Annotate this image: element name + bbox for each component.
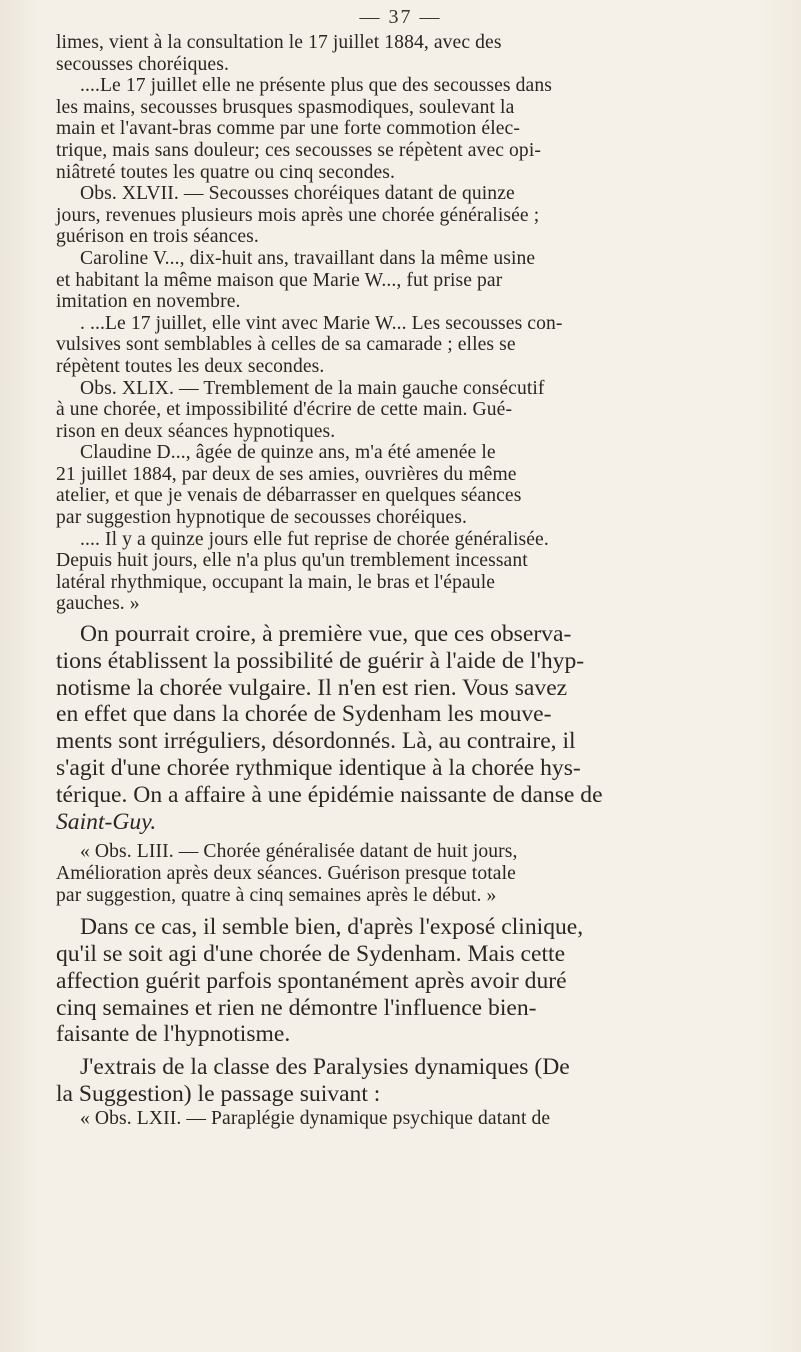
observation-heading: Obs. XLIX. — Tremblement de la main gauche consécutif [80, 377, 545, 399]
observation-block-lxii [56, 1108, 780, 1130]
text-line: jours, revenues plusieurs mois après une chorée généralisée ; [56, 204, 540, 226]
text-line: et habitant la même maison que Marie W..., fut prise par [56, 269, 503, 291]
text-line: gauches. » [56, 593, 140, 615]
text-line: répètent toutes les deux secondes. [56, 355, 325, 377]
text-line: imitation en novembre. [56, 291, 241, 313]
text-line: limes, vient à la consultation le 17 juillet 1884, avec des [56, 32, 502, 53]
text-line: .... Il y a quinze jours elle fut reprise de chorée généralisée. [80, 528, 549, 550]
text-line: tions établissent la possibilité de guérir à l'aide de l'hyp- [56, 647, 585, 674]
text-line: Depuis huit jours, elle n'a plus qu'un tremblement incessant [56, 550, 528, 572]
text-line: faisante de l'hypnotisme. [56, 1021, 291, 1048]
text-line: par suggestion, quatre à cinq semaines après le début. » [56, 884, 497, 906]
text-line: la Suggestion) le passage suivant : [56, 1080, 381, 1107]
text-line: térique. On a affaire à une épidémie naissante de danse de [56, 781, 603, 808]
page-number: — 37 — [359, 6, 442, 28]
page-body [56, 32, 780, 1129]
text-line: trique, mais sans douleur; ces secousses se répètent avec opi- [56, 139, 542, 161]
text-line: niâtreté toutes les quatre ou cinq secondes. [56, 161, 396, 183]
text-line: 21 juillet 1884, par deux de ses amies, ouvrières du même [56, 463, 517, 485]
text-line: en effet que dans la chorée de Sydenham les mouve- [56, 701, 552, 728]
text-line: atelier, et que je venais de débarrasser en quelques séances [56, 485, 522, 507]
text-line: Caroline V..., dix-huit ans, travaillant dans la même usine [80, 247, 536, 269]
text-line: s'agit d'une chorée rythmique identique à la chorée hys- [56, 755, 581, 782]
text-line: Claudine D..., âgée de quinze ans, m'a été amenée le [80, 442, 496, 464]
text-line: ....Le 17 juillet elle ne présente plus que des secousses dans [80, 75, 552, 97]
text-line: . ...Le 17 juillet, elle vint avec Marie W... Les secousses con- [80, 312, 563, 334]
text-line: main et l'avant-bras comme par une forte commotion élec- [56, 118, 520, 140]
text-line: qu'il se soit agi d'une chorée de Sydenham. Mais cette [56, 940, 566, 967]
text-line: latéral rhythmique, occupant la main, le bras et l'épaule [56, 571, 496, 593]
text-line: Saint-Guy. [56, 808, 157, 835]
text-line: les mains, secousses brusques spasmodiques, soulevant la [56, 96, 515, 118]
text-line: ments sont irréguliers, désordonnés. Là, au contraire, il [56, 728, 576, 755]
text-line: notisme la chorée vulgaire. Il n'en est rien. Vous savez [56, 674, 568, 701]
text-line: J'extrais de la classe des Paralysies dynamiques (De [80, 1054, 570, 1081]
text-line: On pourrait croire, à première vue, que ces observa- [80, 621, 572, 648]
text-line: secousses choréiques. [56, 53, 229, 75]
observation-heading: « Obs. LXII. — Paraplégie dynamique psychique datant de [80, 1107, 551, 1129]
text-line: par suggestion hypnotique de secousses choréiques. [56, 507, 467, 529]
text-line: à une chorée, et impossibilité d'écrire de cette main. Gué- [56, 399, 513, 421]
commentary-paragraph-2 [56, 914, 780, 1108]
text-line: Amélioration après deux séances. Guérison presque totale [56, 863, 516, 884]
text-line: rison en deux séances hypnotiques. [56, 420, 336, 442]
observation-block-xlvi-xlix [56, 32, 780, 615]
text-line: affection guérit parfois spontanément après avoir duré [56, 967, 567, 994]
observation-heading: Obs. XLVII. — Secousses choréiques datant de quinze [80, 183, 515, 205]
text-line: cinq semaines et rien ne démontre l'influence bien- [56, 994, 537, 1021]
text-line: vulsives sont semblables à celles de sa camarade ; elles se [56, 334, 516, 356]
observation-heading: « Obs. LIII. — Chorée généralisée datant de huit jours, [80, 841, 518, 863]
observation-block-liii [56, 841, 780, 906]
text-line: Dans ce cas, il semble bien, d'après l'exposé clinique, [80, 914, 584, 941]
commentary-paragraph-1 [56, 621, 780, 835]
text-line: guérison en trois séances. [56, 226, 259, 248]
